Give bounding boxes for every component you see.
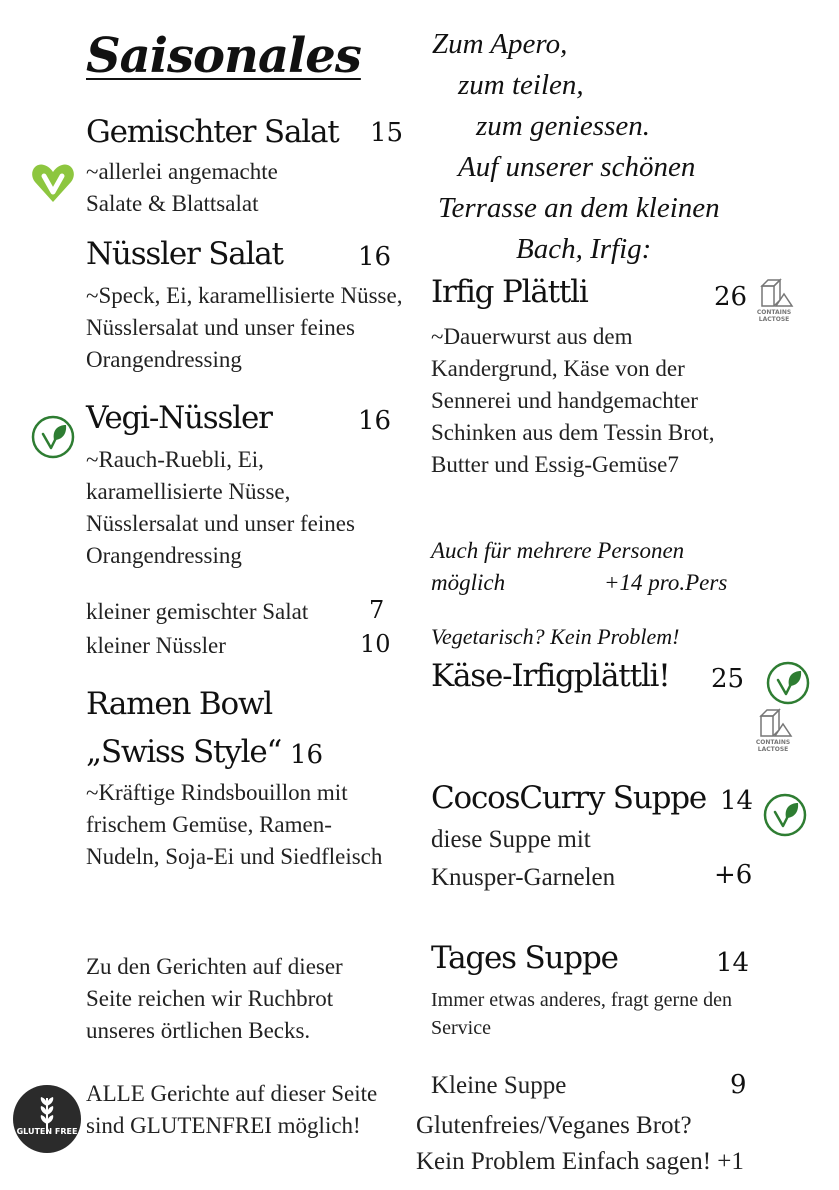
dish-name-vegi-nuessler: Vegi-Nüssler [86,400,272,436]
intro-line: zum teilen, [458,69,584,101]
lactose-label-2: LACTOSE [757,746,789,753]
price-kaese-irfigplaettli: 25 [711,664,745,694]
intro-line: Bach, Irfig: [516,233,652,265]
small-item-name: kleiner gemischter Salat [86,599,309,624]
intro-line: Zum Apero, [432,28,568,60]
lactose-label-2: LACTOSE [758,316,790,323]
price-nuessler-salat: 16 [358,242,392,272]
note-bread: Zu den Gerichten auf dieser Seite reichen wir Ruchbrot unseres örtlichen Becks. [86,954,343,1043]
dish-name-kaese-irfigplaettli: Käse-Irfigplättli! [431,658,670,694]
desc-cocoscurry-line2: Knusper-Garnelen [431,864,616,891]
desc-vegi-nuessler: ~Rauch-Ruebli, Ei, karamellisierte Nüsse, Nüsslersalat und unser feines Orangendressing [86,447,355,568]
contains-lactose-icon [751,706,795,754]
desc-irfig-plaettli: ~Dauerwurst aus dem Kandergrund, Käse von der Sennerei und handgemachter Schinken aus dem Tessin Brot, Butter und Essig-Gemüse7 [431,324,715,477]
cocoscurry-extra-price: +6 [714,860,753,890]
dish-name-cocoscurry-suppe: CocosCurry Suppe [431,780,707,816]
price-irfig-plaettli: 26 [714,282,748,312]
dish-name-nuessler-salat: Nüssler Salat [86,236,283,272]
note-bread-option: Glutenfreies/Veganes Brot? [416,1112,692,1139]
price-cocoscurry-suppe: 14 [720,786,754,816]
vegetarian-leaf-icon [762,792,808,838]
section-title: Saisonales [86,28,361,84]
dish-name-ramen-bowl: Ramen Bowl [86,686,272,722]
price-ramen-bowl: 16 [290,740,324,770]
intro-line: zum geniessen. [476,110,650,142]
intro-line: Terrasse an dem kleinen [438,192,720,224]
dish-name-ramen-swiss-style: „Swiss Style“ [86,734,282,770]
lactose-label-1: CONTAINS [755,739,791,746]
vegetarian-leaf-icon [765,660,811,706]
more-persons-price: +14 pro.Pers [604,570,728,595]
price-gemischter-salat: 15 [370,118,404,148]
desc-gemischter-salat: ~allerlei angemachte Salate & Blattsalat [86,159,278,216]
gluten-free-label: GLUTEN FREE [16,1127,78,1136]
desc-ramen-bowl: ~Kräftige Rindsbouillon mit frischem Gemüse, Ramen-Nudeln, Soja-Ei und Siedfleisch [86,780,383,869]
more-persons-note: möglich [431,570,506,595]
note-gluten-free: ALLE Gerichte auf dieser Seite sind GLUTENFREI möglich! [86,1081,378,1138]
vegetarian-hint: Vegetarisch? Kein Problem! [431,624,680,649]
small-item-name: kleiner Nüssler [86,633,226,658]
dish-name-gemischter-salat: Gemischter Salat [86,114,339,150]
vegetarian-leaf-icon [30,414,76,460]
desc-cocoscurry-line1: diese Suppe mit [431,826,591,853]
more-persons-note: Auch für mehrere Personen [431,538,685,563]
desc-tages-suppe: Immer etwas anderes, fragt gerne den Service [431,989,732,1039]
price-kleine-suppe: 9 [730,1070,747,1100]
dish-name-kleine-suppe: Kleine Suppe [431,1072,567,1099]
gluten-free-icon [12,1084,82,1154]
price-vegi-nuessler: 16 [358,406,392,436]
vegan-heart-icon [30,160,76,206]
desc-nuessler-salat: ~Speck, Ei, karamellisierte Nüsse, Nüsslersalat und unser feines Orangendressing [86,283,403,372]
dish-name-irfig-plaettli: Irfig Plättli [431,274,588,310]
intro-line: Auf unserer schönen [458,151,696,183]
lactose-label-1: CONTAINS [756,309,792,316]
dish-name-tages-suppe: Tages Suppe [431,940,618,976]
price-tages-suppe: 14 [716,948,750,978]
small-item-price: 7 [369,596,385,624]
contains-lactose-icon [752,276,796,324]
small-item-price: 10 [360,630,391,658]
note-bread-option-2: Kein Problem Einfach sagen! +1 [416,1148,744,1175]
